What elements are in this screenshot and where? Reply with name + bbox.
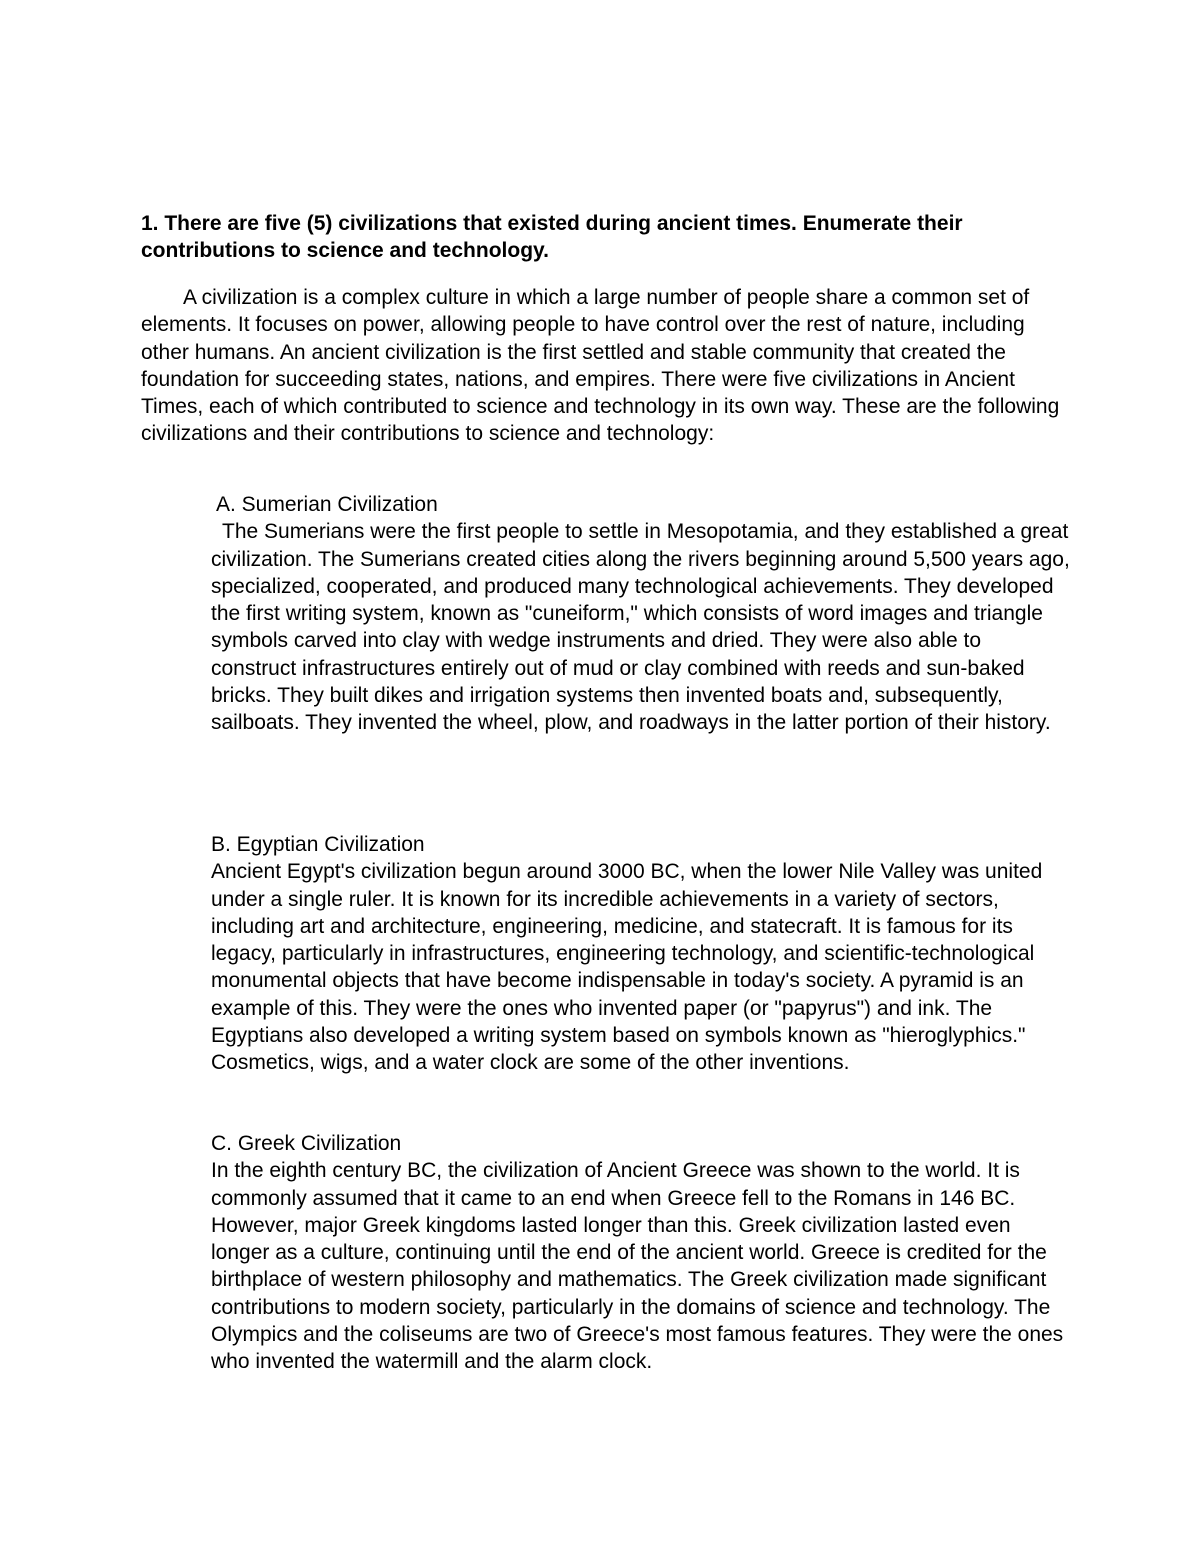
section-body-greek: In the eighth century BC, the civilization of Ancient Greece was shown to the world. It is commonly assumed that it came to an end when Greece fell to the Romans in 146 BC. However, major Greek kingdoms lasted longer than this. Greek civilization lasted even longer as a culture, continuing until the end of the ancient world. Greece is credited for the birthplace of western philosophy and mathematics. The Greek civilization made significant contributions to modern society, particularly in the domains of science and technology. The Olympics and the coliseums are two of Greece's most famous features. They were the ones who invented the watermill and the alarm clock. — [211, 1159, 1064, 1374]
section-heading-greek: C. Greek Civilization — [211, 1132, 402, 1155]
question-heading: 1. There are five (5) civilizations that existed during ancient times. Enumerate their contributions to science and technology. — [141, 212, 963, 262]
section-body-sumerian: The Sumerians were the first people to settle in Mesopotamia, and they established a great civilization. The Sumerians created cities along the rivers beginning around 5,500 years ago, specialized, cooperated, and produced many technological achievements. They developed the first writing system, known as "cuneiform," which consists of word images and triangle symbols carved into clay with wedge instruments and dried. They were also able to construct infrastructures entirely out of mud or clay combined with reeds and sun-baked bricks. They built dikes and irrigation systems then invented boats and, subsequently, sailboats. They invented the wheel, plow, and roadways in the latter portion of their history. — [211, 520, 1070, 735]
section-egyptian — [211, 831, 1071, 1077]
section-heading-sumerian: A. Sumerian Civilization — [216, 493, 438, 516]
section-sumerian — [211, 491, 1071, 737]
section-body-egyptian: Ancient Egypt's civilization begun around 3000 BC, when the lower Nile Valley was united under a single ruler. It is known for its incredible achievements in a variety of sectors, including art and architecture, engineering, medicine, and statecraft. It is famous for its legacy, particularly in infrastructures, engineering technology, and scientific-technological monumental objects that have become indispensable in today's society. A pyramid is an example of this. They were the ones who invented paper (or "papyrus") and ink. The Egyptians also developed a writing system based on symbols known as "hieroglyphics." Cosmetics, wigs, and a water clock are some of the other inventions. — [211, 860, 1043, 1075]
section-greek — [211, 1130, 1071, 1376]
section-heading-egyptian: B. Egyptian Civilization — [211, 833, 425, 856]
intro-paragraph: A civilization is a complex culture in which a large number of people share a common set of elements. It focuses on power, allowing people to have control over the rest of nature, including other humans. An ancient civilization is the first settled and stable community that created the foundation for succeeding states, nations, and empires. There were five civilizations in Ancient Times, each of which contributed to science and technology in its own way. These are the following civilizations and their contributions to science and technology: — [141, 286, 1060, 446]
